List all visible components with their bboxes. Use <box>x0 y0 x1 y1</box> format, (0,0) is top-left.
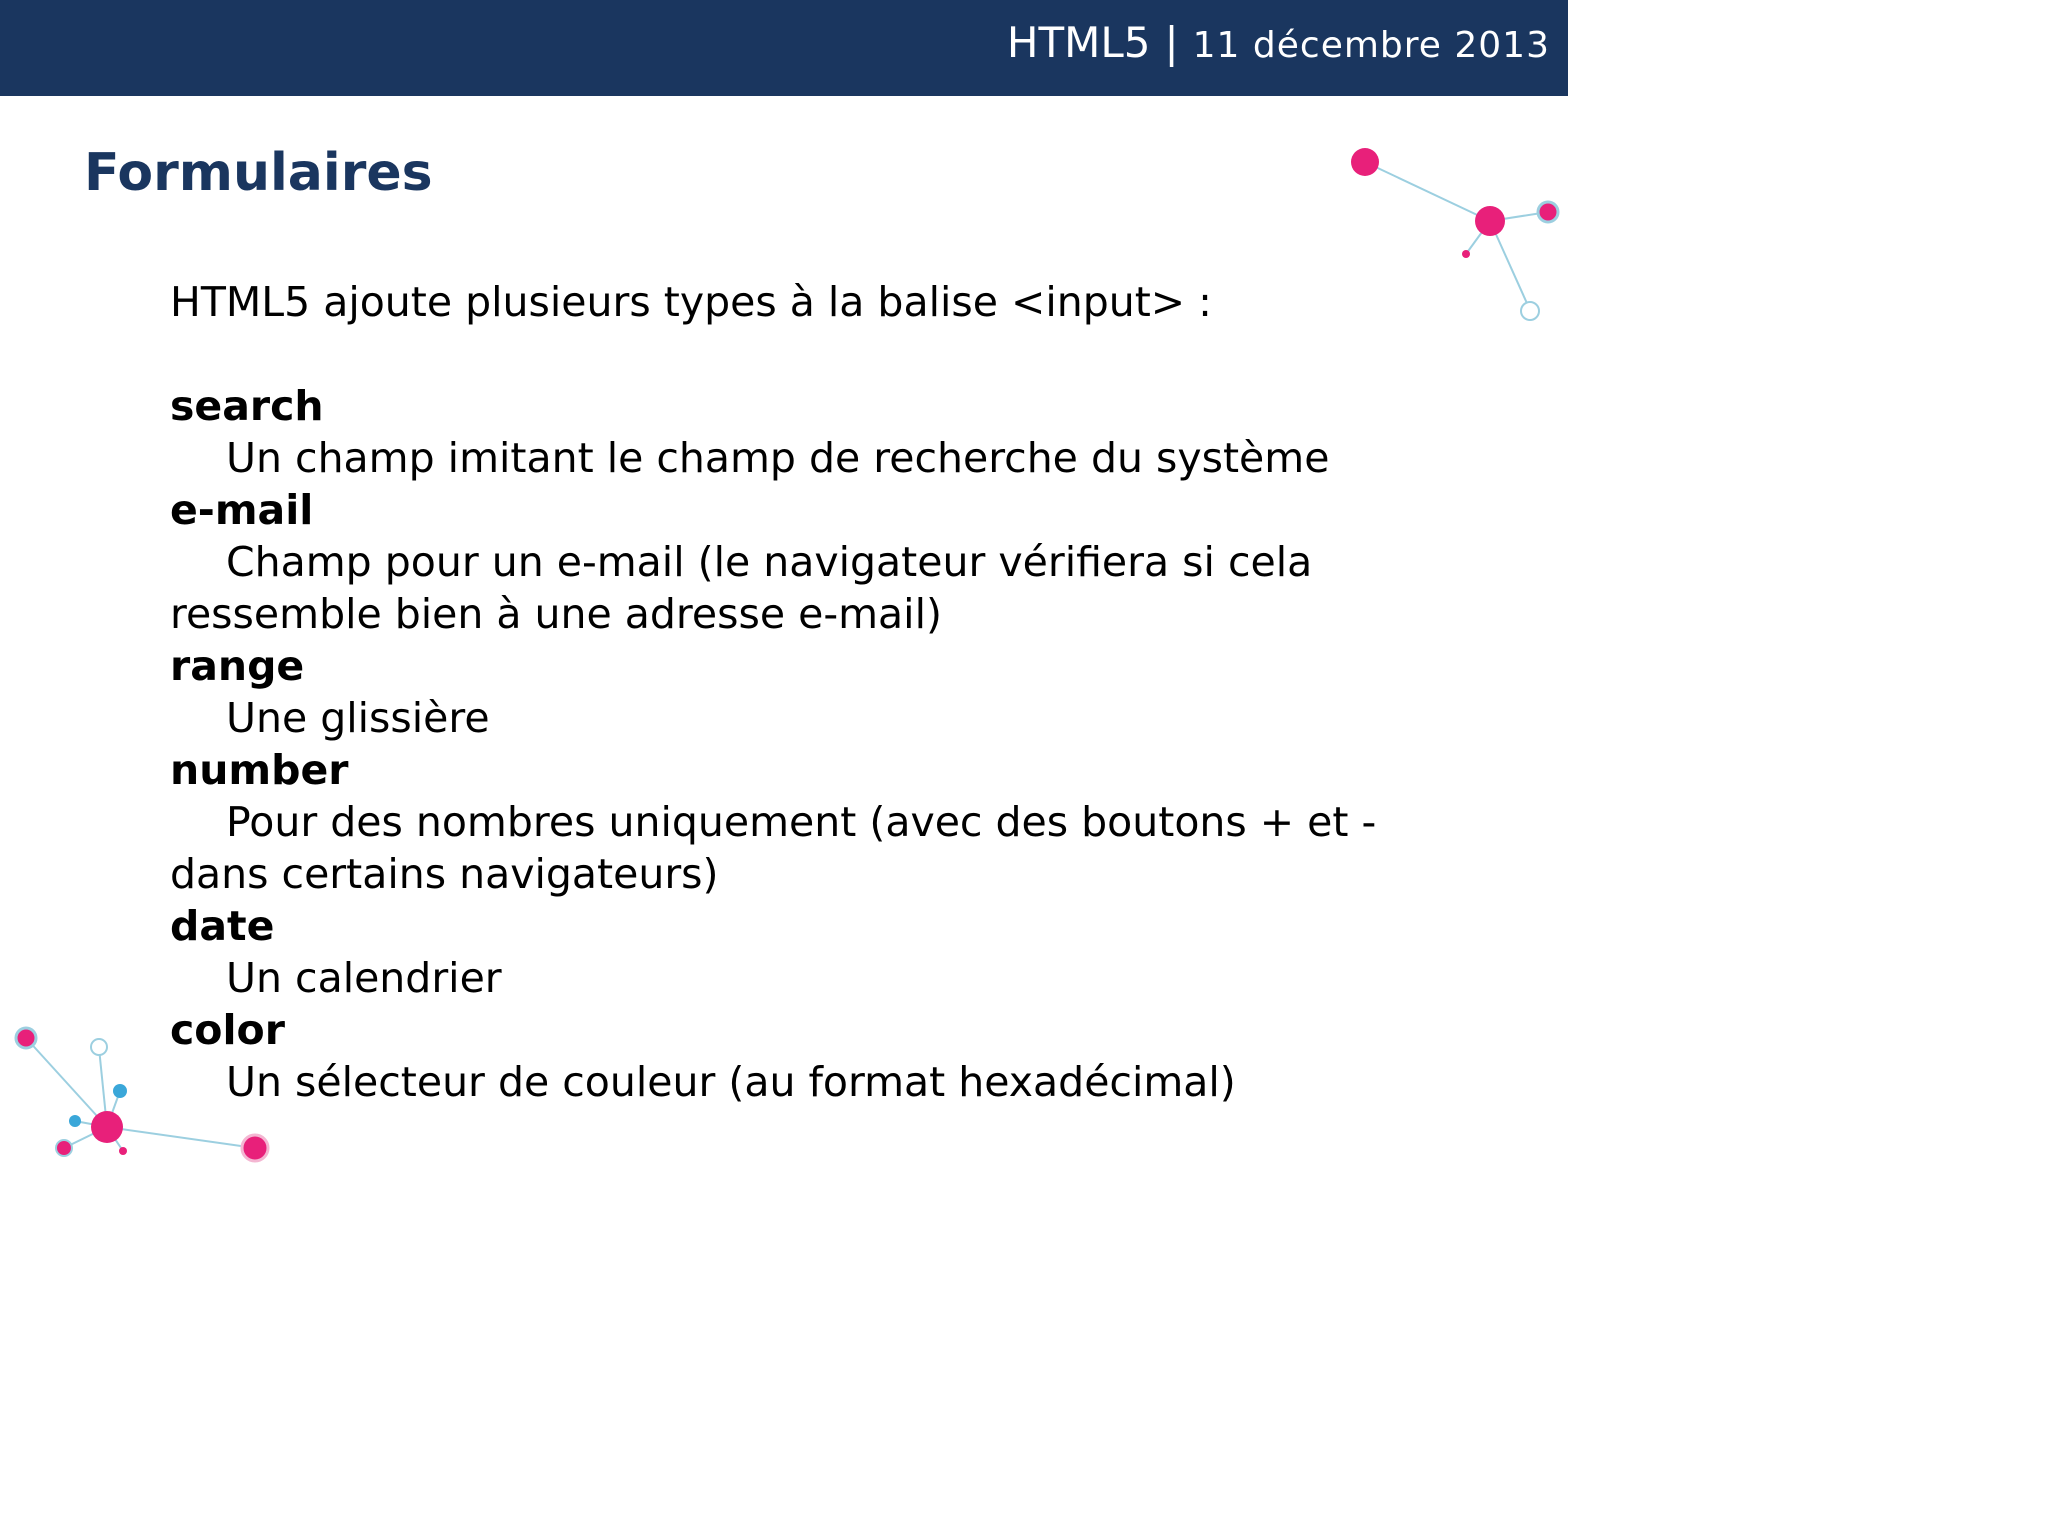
header-date: 11 décembre 2013 <box>1192 25 1550 66</box>
header-text <box>1006 18 1550 67</box>
description-range: Une glissière <box>226 694 490 742</box>
term-range: range <box>170 642 305 690</box>
description-number: Pour des nombres uniquement (avec des boutons + et - dans certains navigateurs) <box>170 798 1377 898</box>
header-separator: | <box>1164 18 1179 67</box>
term-number: number <box>170 746 349 794</box>
intro-text: HTML5 ajoute plusieurs types à la balise <input> : <box>170 278 1212 326</box>
slide-content <box>170 276 1470 1108</box>
term-email: e-mail <box>170 486 314 534</box>
slide-title: Formulaires <box>84 143 433 203</box>
description-email: Champ pour un e-mail (le navigateur vérifiera si cela ressemble bien à une adresse e-mail) <box>170 538 1313 638</box>
description-color: Un sélecteur de couleur (au format hexadécimal) <box>226 1058 1236 1106</box>
description-search: Un champ imitant le champ de recherche du système <box>226 434 1330 482</box>
description-date: Un calendrier <box>226 954 502 1002</box>
header-title: HTML5 <box>1006 18 1151 67</box>
term-search: search <box>170 382 324 430</box>
term-color: color <box>170 1006 285 1054</box>
header-bar <box>0 0 1568 96</box>
term-date: date <box>170 902 275 950</box>
